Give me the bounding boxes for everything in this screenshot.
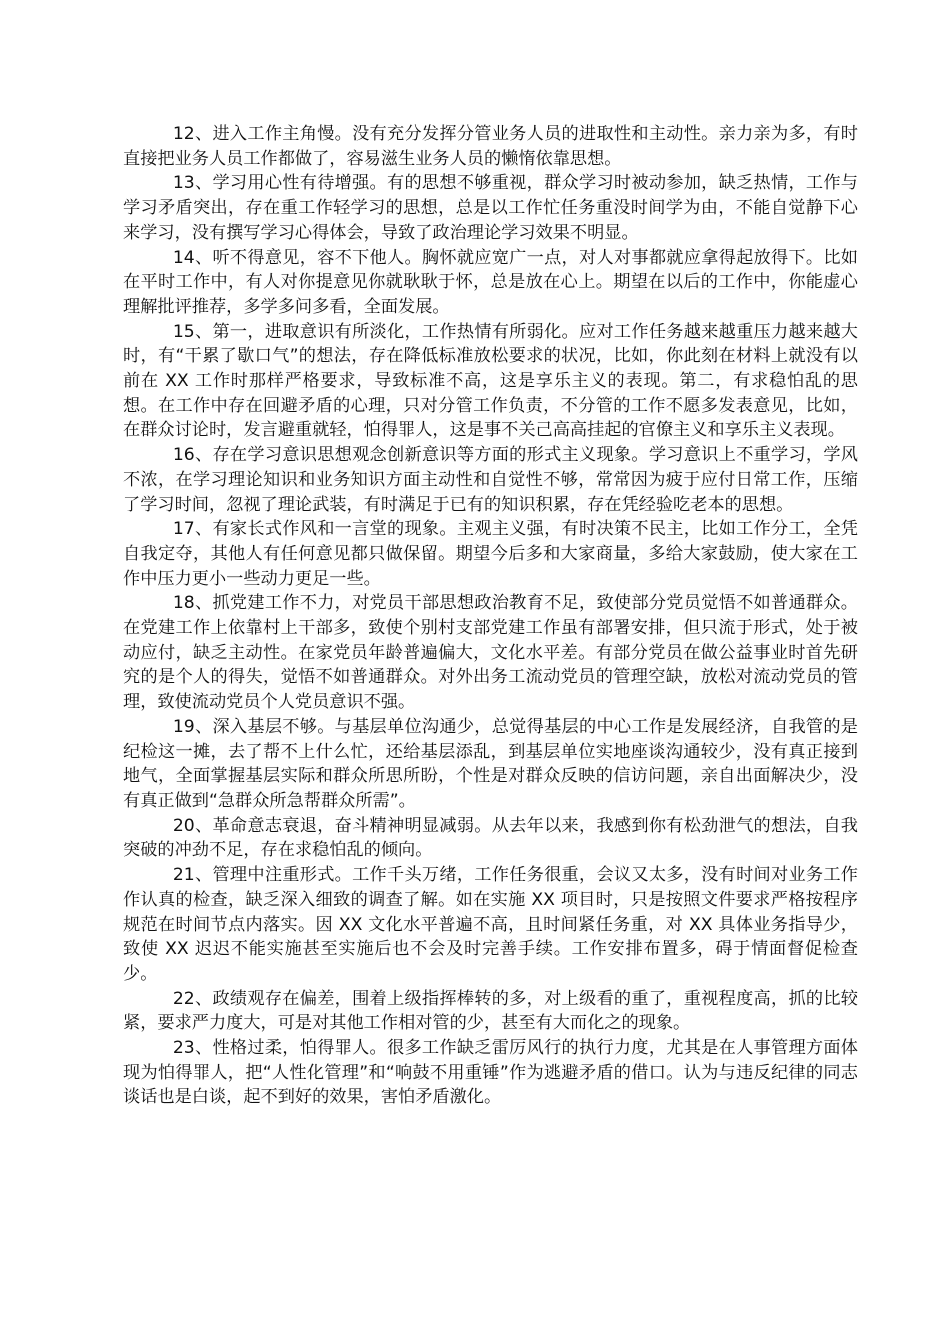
- paragraph-12: 12、进入工作主角慢。没有充分发挥分管业务人员的进取性和主动性。亲力亲为多，有时直接把业务人员工作都做了，容易滋生业务人员的懒惰依靠思想。: [123, 124, 858, 169]
- paragraph-20: 20、革命意志衰退，奋斗精神明显减弱。从去年以来，我感到你有松劲泄气的想法，自我突破的冲劲不足，存在求稳怕乱的倾向。: [123, 815, 858, 861]
- paragraph-17: 17、有家长式作风和一言堂的现象。主观主义强，有时决策不民主，比如工作分工，全凭自我定夺，其他人有任何意见都只做保留。期望今后多和大家商量，多给大家鼓励，使大家在工作中压力更小一些动力更足一些。: [123, 519, 858, 589]
- paragraph-15: 15、第一，进取意识有所淡化，工作热情有所弱化。应对工作任务越来越重压力越来越大时，有“干累了歇口气”的想法，存在降低标准放松要求的状况，比如，你此刻在材料上就没有以前在 XX 工作时那样严格要求，导致标准不高，这是享乐主义的表现。第二，有求稳怕乱的思想。在工作中存在回避矛盾的心理，只对分管工作负责，不分管的工作不愿多发表意见，比如，在群众讨论时，发言避重就轻，怕得罪人，这是事不关己高高挂起的官僚主义和享乐主义表现。: [123, 321, 858, 441]
- paragraph-22: 22、政绩观存在偏差，围着上级指挥棒转的多，对上级看的重了，重视程度高，抓的比较紧，要求严力度大，可是对其他工作相对管的少，甚至有大而化之的现象。: [123, 988, 858, 1034]
- paragraph-14: 14、听不得意见，容不下他人。胸怀就应宽广一点，对人对事都就应拿得起放得下。比如在平时工作中，有人对你提意见你就耿耿于怀，总是放在心上。期望在以后的工作中，你能虚心理解批评推荐，多学多问多看，全面发展。: [123, 247, 858, 317]
- paragraph-21: 21、管理中注重形式。工作千头万绪，工作任务很重，会议又太多，没有时间对业务工作作认真的检查，缺乏深入细致的调查了解。如在实施 XX 项目时，只是按照文件要求严格按程序规范在时间节点内落实。因 XX 文化水平普遍不高，且时间紧任务重，对 XX 具体业务指导少，致使 XX 迟迟不能实施甚至实施后也不会及时完善手续。工作安排布置多，碍于情面督促检查少。: [123, 865, 858, 984]
- paragraph-18: 18、抓党建工作不力，对党员干部思想政治教育不足，致使部分党员觉悟不如普通群众。在党建工作上依靠村上干部多，致使个别村支部党建工作虽有部署安排，但只流于形式，处于被动应付，缺乏主动性。在家党员年龄普遍偏大，文化水平差。有部分党员在做公益事业时首先研究的是个人的得失，觉悟不如普通群众。对外出务工流动党员的管理空缺，放松对流动党员的管理，致使流动党员个人党员意识不强。: [123, 593, 858, 713]
- paragraph-19: 19、深入基层不够。与基层单位沟通少，总觉得基层的中心工作是发展经济，自我管的是纪检这一摊，去了帮不上什么忙，还给基层添乱，到基层单位实地座谈沟通较少，没有真正接到地气，全面掌握基层实际和群众所思所盼，个性是对群众反映的信访问题，亲自出面解决少，没有真正做到“急群众所急帮群众所需”。: [123, 716, 858, 811]
- paragraph-23: 23、性格过柔，怕得罪人。很多工作缺乏雷厉风行的执行力度，尤其是在人事管理方面体现为怕得罪人，把“人性化管理”和“响鼓不用重锤”作为逃避矛盾的借口。认为与违反纪律的同志谈话也是白谈，起不到好的效果，害怕矛盾激化。: [123, 1038, 858, 1108]
- document-body: [123, 122, 858, 1110]
- paragraph-13: 13、学习用心性有待增强。有的思想不够重视，群众学习时被动参加，缺乏热情，工作与学习矛盾突出，存在重工作轻学习的思想，总是以工作忙任务重没时间学为由，不能自觉静下心来学习，没有撰写学习心得体会，导致了政治理论学习效果不明显。: [123, 173, 858, 243]
- paragraph-16: 16、存在学习意识思想观念创新意识等方面的形式主义现象。学习意识上不重学习，学风不浓，在学习理论知识和业务知识方面主动性和自觉性不够，常常因为疲于应付日常工作，压缩了学习时间，忽视了理论武装，有时满足于已有的知识积累，存在凭经验吃老本的思想。: [123, 445, 858, 515]
